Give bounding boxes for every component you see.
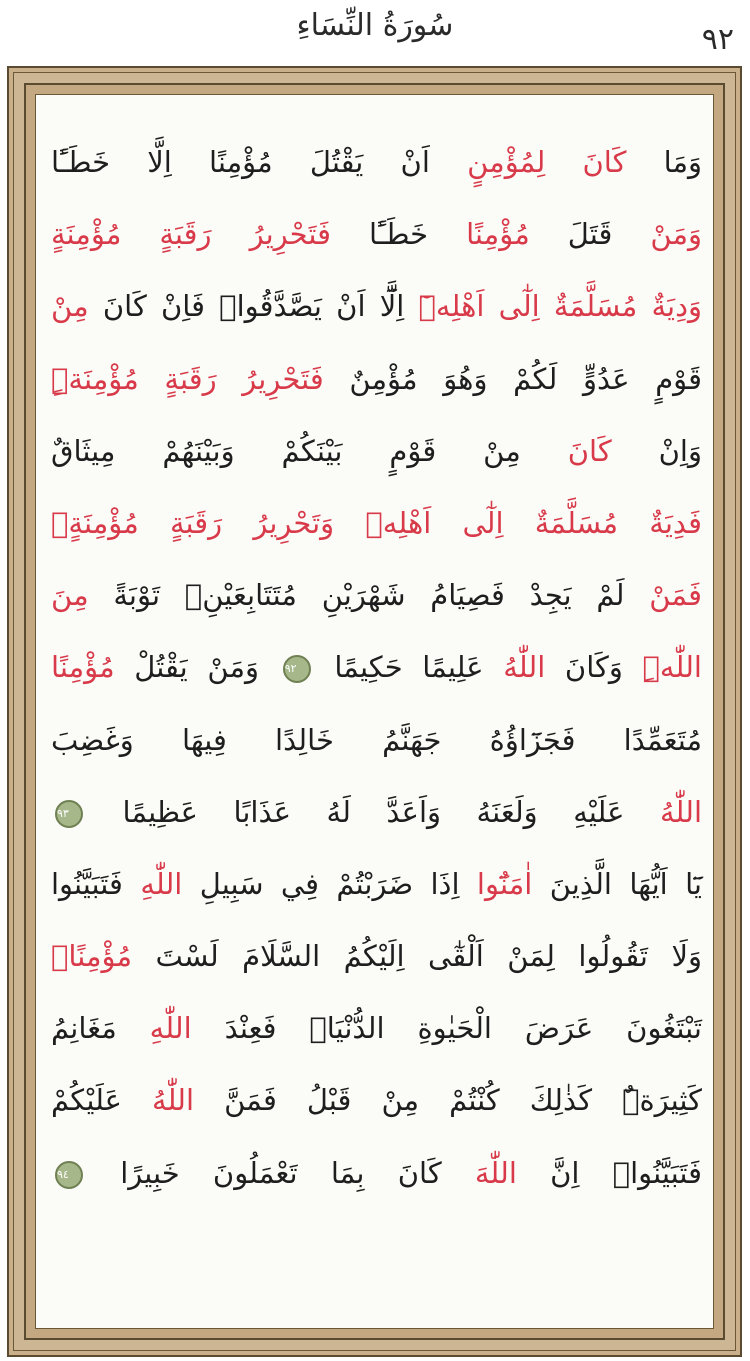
verse-line-9	[51, 704, 702, 776]
verse-text: اِلَّٓا اَنْ يَصَّدَّقُواۜ فَاِنْ كَانَ	[88, 289, 419, 324]
page-number: ٩٢	[701, 22, 734, 57]
verse-line-8	[51, 631, 702, 703]
verse-text: كَثِيرَةٌۜ كَذٰلِكَ كُنْتُمْ مِنْ قَبْلُ فَمَنَّ	[194, 1083, 702, 1118]
highlighted-word: اللّٰهُ	[659, 794, 702, 829]
verse-text: وَكَانَ	[545, 650, 643, 685]
verse-line-3	[51, 270, 702, 342]
verse-line-11	[51, 848, 702, 920]
ayah-number-marker: ٩٣	[55, 800, 83, 828]
highlighted-word: فَتَحْرِيرُ رَقَبَةٍ مُؤْمِنَةٍ	[51, 217, 331, 252]
highlighted-word: كَانَ لِمُؤْمِنٍ	[467, 145, 627, 179]
highlighted-word: اللّٰهِ	[149, 1011, 192, 1046]
verse-text: يَٓا اَيُّهَا الَّذِينَ	[532, 866, 703, 901]
verse-line-6	[51, 487, 702, 559]
verse-line-15	[51, 1137, 702, 1209]
verse-line-7	[51, 559, 702, 631]
verse-text: لَمْ يَجِدْ فَصِيَامُ شَهْرَيْنِ مُتَتَابِعَيْنِۘ تَوْبَةً	[88, 578, 650, 613]
highlighted-word: مِنَ	[51, 578, 89, 613]
verse-text: فَتَبَيَّنُواۜ اِنَّ	[516, 1155, 702, 1190]
highlighted-word: مُؤْمِنًا	[466, 217, 530, 252]
highlighted-word: اللّٰهِۜ	[642, 650, 702, 685]
page-header	[0, 0, 750, 62]
highlighted-word: فَتَحْرِيرُ رَقَبَةٍ مُؤْمِنَةٍۜ	[51, 361, 324, 396]
highlighted-word: وَمَنْ	[650, 217, 702, 252]
verse-text-block	[51, 126, 702, 1209]
verse-text: عَلَيْكُمْ	[51, 1083, 153, 1118]
highlighted-word: مُؤْمِنًا	[51, 650, 115, 685]
highlighted-word: مِنْ	[51, 289, 89, 324]
verse-line-13	[51, 992, 702, 1064]
highlighted-word: فَمَنْ	[649, 578, 702, 613]
verse-text: عَلَيْهِ وَلَعَنَهُ وَاَعَدَّ لَهُ عَذَابًا عَظِيمًا	[87, 794, 660, 829]
verse-line-4	[51, 343, 702, 415]
ayah-number-marker: ٩٢	[283, 655, 311, 683]
highlighted-word: اللّٰهِ	[140, 866, 183, 901]
verse-text: عَلِيمًا حَكِيمًا	[314, 650, 504, 685]
verse-text: وَاِنْ	[611, 433, 702, 468]
highlighted-word: وَدِيَةٌ مُسَلَّمَةٌ اِلٰٓى اَهْلِهٖٓ	[418, 289, 702, 324]
verse-text: خَطَـًٔا	[330, 217, 467, 252]
verse-line-14	[51, 1064, 702, 1136]
verse-text: مِنْ قَوْمٍ بَيْنَكُمْ وَبَيْنَهُمْ مِيثَاقٌ	[51, 433, 568, 468]
verse-text: مَغَانِمُ	[51, 1011, 150, 1046]
highlighted-word: فَدِيَةٌ مُسَلَّمَةٌ اِلٰٓى اَهْلِهٖ وَتَحْرِيرُ رَقَبَةٍ مُؤْمِنَةٍۚ	[51, 505, 702, 540]
page-border-frame	[7, 66, 742, 1357]
verse-text: تَبْتَغُونَ عَرَضَ الْحَيٰوةِ الدُّنْيَاۘ فَعِنْدَ	[191, 1011, 703, 1046]
highlighted-word: اللّٰهُ	[503, 650, 546, 685]
highlighted-word: اللّٰهُ	[152, 1083, 195, 1118]
verse-text: وَمَنْ يَقْتُلْ	[114, 650, 279, 685]
verse-text: فَتَبَيَّنُوا	[51, 866, 141, 901]
verse-text: قَوْمٍ عَدُوٍّ لَكُمْ وَهُوَ مُؤْمِنٌ	[323, 361, 703, 396]
verse-line-10	[51, 776, 702, 848]
highlighted-word: مُؤْمِنًاۚ	[51, 939, 133, 974]
verse-line-1	[51, 126, 702, 198]
verse-text: اَنْ يَقْتُلَ مُؤْمِنًا اِلَّا خَطَـًٔا	[51, 145, 468, 179]
verse-text: وَمَا	[626, 145, 703, 179]
highlighted-word: اٰمَنُٓوا	[476, 866, 533, 901]
verse-text: كَانَ بِمَا تَعْمَلُونَ خَبِيرًا	[87, 1155, 475, 1190]
verse-text: قَتَلَ	[529, 217, 651, 252]
verse-text: وَلَا تَقُولُوا لِمَنْ اَلْقٰٓى اِلَيْكُمُ السَّلَامَ لَسْتَ	[132, 939, 702, 974]
ayah-number-marker: ٩٤	[55, 1161, 83, 1189]
verse-line-5	[51, 415, 702, 487]
verse-line-12	[51, 920, 702, 992]
surah-title: سُورَةُ النِّسَاءِ	[296, 8, 454, 43]
verse-text: اِذَا ضَرَبْتُمْ فِي سَبِيلِ	[182, 866, 477, 901]
highlighted-word: اللّٰهَ	[474, 1155, 517, 1190]
verse-line-2	[51, 198, 702, 270]
verse-text: مُتَعَمِّدًا فَجَزَٓاؤُهُ جَهَنَّمُ خَالِدًا فِيهَا وَغَضِبَ	[51, 722, 702, 757]
highlighted-word: كَانَ	[567, 433, 612, 468]
